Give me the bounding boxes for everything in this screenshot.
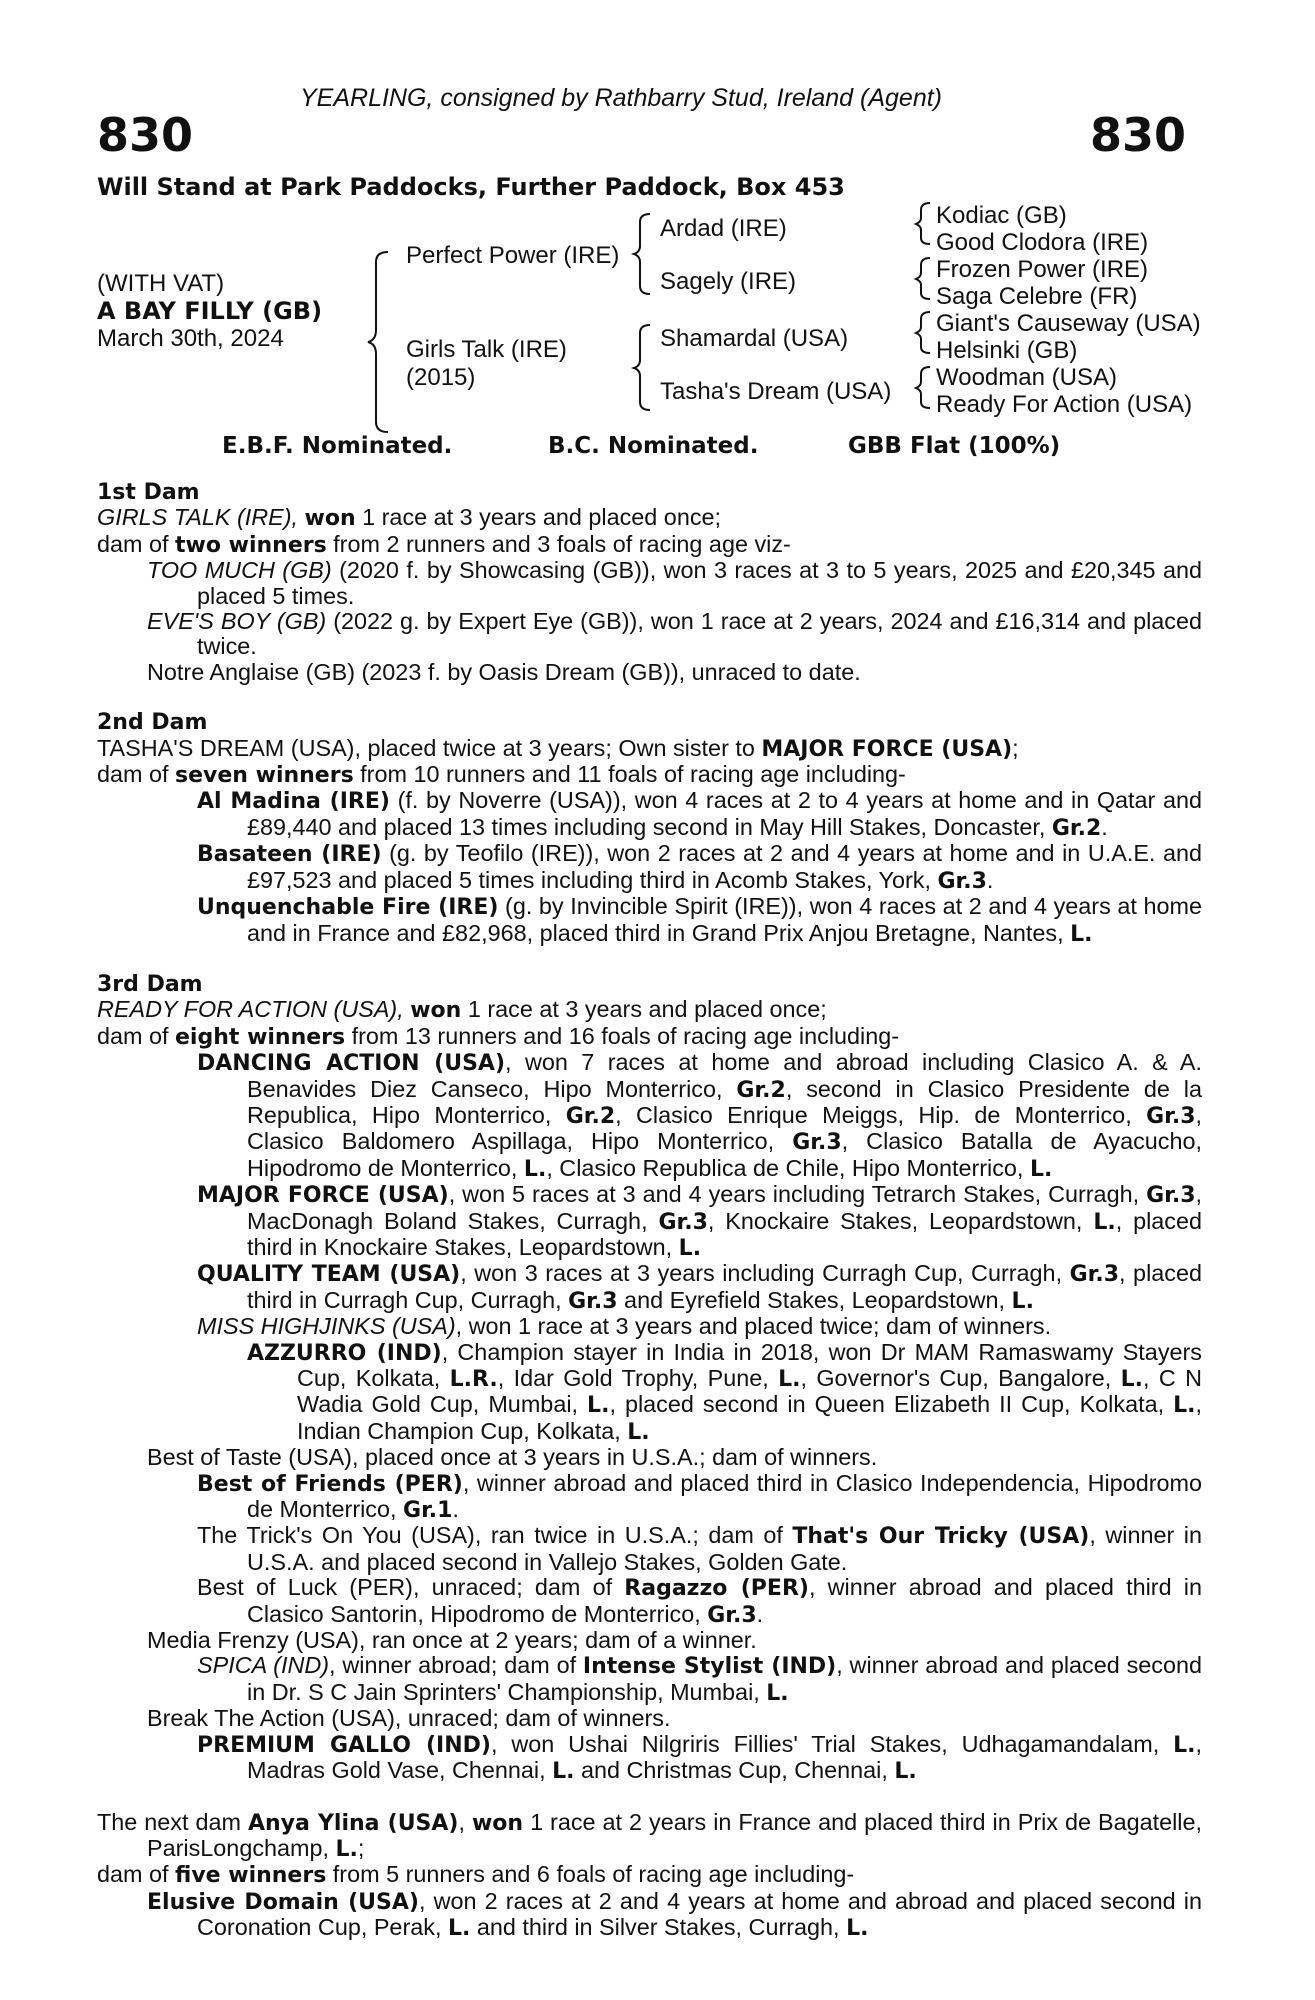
grand-dam-3: Helsinki (GB) — [936, 337, 1078, 364]
grand-dam-4: Ready For Action (USA) — [936, 391, 1193, 418]
horse-name: A BAY FILLY (GB) — [97, 297, 323, 325]
produce-spica: SPICA (IND), winner abroad; dam of Intense Stylist (IND), winner abroad and placed second in Dr. S C Jain Sprinters' Championship, Mumbai, L. — [197, 1652, 1202, 1706]
gbb-flat: GBB Flat (100%) — [848, 433, 1061, 459]
brace-g3 — [916, 312, 930, 353]
first-dam-produce-summary: dam of two winners from 2 runners and 3 foals of racing age viz- — [97, 530, 791, 558]
dam-sire: Shamardal (USA) — [660, 325, 849, 352]
produce-eves-boy: EVE'S BOY (GB) (2022 g. by Expert Eye (GB)), won 1 race at 2 years, 2024 and £16,314 and placed twice. — [147, 608, 1202, 660]
produce-quality-team: QUALITY TEAM (USA), won 3 races at 3 years including Curragh Cup, Curragh, Gr.3, placed third in Curragh Cup, Curragh, Gr.3 and Eyrefield Stakes, Leopardstown, L. — [197, 1260, 1202, 1314]
next-dam-line: The next dam Anya Ylina (USA), won 1 race at 2 years in France and placed third in Prix de Bagatelle, ParisLongchamp, L.; — [97, 1808, 1203, 1862]
brace-g4 — [916, 367, 930, 408]
produce-elusive-domain: Elusive Domain (USA), won 2 races at 2 and 4 years at home and abroad and placed second in Coronation Cup, Perak, L. and third in Silver Stakes, Curragh, L. — [147, 1887, 1203, 1942]
next-dam-produce-summary: dam of five winners from 5 runners and 6 foals of racing age including- — [97, 1861, 855, 1889]
produce-best-of-luck: Best of Luck (PER), unraced; dam of Ragazzo (PER), winner abroad and placed third in Clasico Santorin, Hipodromo de Monterrico, Gr.3. — [197, 1574, 1203, 1628]
brace-main — [368, 252, 388, 432]
produce-best-of-taste: Best of Taste (USA), placed once at 3 years in U.S.A.; dam of winners. — [147, 1444, 878, 1471]
pedigree-braces — [0, 0, 1315, 440]
sire-sire: Ardad (IRE) — [660, 215, 787, 242]
grand-dam-1: Good Clodora (IRE) — [936, 229, 1149, 256]
produce-premium-gallo: PREMIUM GALLO (IND), won Ushai Nilgriris Fillies' Trial Stakes, Udhagamandalam, L., Madras Gold Vase, Chennai, L. and Christmas Cup, Chennai, L. — [197, 1730, 1202, 1785]
produce-miss-highjinks: MISS HIGHJINKS (USA), won 1 race at 3 years and placed twice; dam of winners. — [197, 1313, 1052, 1340]
produce-unquenchable-fire: Unquenchable Fire (IRE) (g. by Invincible Spirit (IRE)), won 4 races at 2 and 4 years at home and in France and £82,968, placed third in Grand Prix Anjou Bretagne, Nantes, L. — [197, 893, 1203, 947]
third-dam-produce-summary: dam of eight winners from 13 runners and 16 foals of racing age including- — [97, 1022, 900, 1050]
produce-al-madina: Al Madina (IRE) (f. by Noverre (USA)), won 4 races at 2 to 4 years at home and in Qatar and £89,440 and placed 13 times including second in May Hill Stakes, Doncaster, Gr.2. — [197, 787, 1203, 841]
third-dam-heading: 3rd Dam — [97, 971, 203, 997]
pedigree-notes — [97, 480, 1202, 1942]
lot-number-left: 830 — [97, 108, 194, 162]
produce-dancing-action: DANCING ACTION (USA), won 7 races at home and abroad including Clasico A. & A. Benavides Diez Canseco, Hipo Monterrico, Gr.2, second in Clasico Presidente de la Republica, Hipo Monterrico, Gr.2, Clasico Enrique Meiggs, Hip. de Monterrico, Gr.3, Clasico Baldomero Aspillaga, Hipo Monterrico, Gr.3, Clasico Batalla de Ayacucho, Hipodromo de Monterrico, L., Clasico Republica de Chile, Hipo Monterrico, L. — [197, 1049, 1203, 1182]
produce-basateen: Basateen (IRE) (g. by Teofilo (IRE)), won 2 races at 2 and 4 years at home and in U.A.E. and £97,523 and placed 5 times including third in Acomb Stakes, York, Gr.3. — [197, 840, 1202, 894]
produce-tricks-on-you: The Trick's On You (USA), ran twice in U.S.A.; dam of That's Our Tricky (USA), winner in U.S.A. and placed second in Vallejo Stakes, Golden Gate. — [197, 1522, 1203, 1575]
dam-name: Girls Talk (IRE) — [406, 336, 567, 363]
brace-sire — [634, 214, 650, 294]
grand-dam-2: Saga Celebre (FR) — [936, 283, 1138, 310]
dam-dam: Tasha's Dream (USA) — [660, 378, 892, 405]
first-dam-heading: 1st Dam — [97, 480, 200, 505]
vat-label: (WITH VAT) — [97, 270, 225, 297]
produce-best-of-friends: Best of Friends (PER), winner abroad and placed third in Clasico Independencia, Hipodromo de Monterrico, Gr.1. — [197, 1469, 1202, 1524]
produce-major-force: MAJOR FORCE (USA), won 5 races at 3 and 4 years including Tetrarch Stakes, Curragh, Gr.3, MacDonagh Boland Stakes, Curragh, Gr.3, Knockaire Stakes, Leopardstown, L., placed third in Knockaire Stakes, Leopardstown, L. — [197, 1181, 1202, 1261]
sire-dam: Sagely (IRE) — [660, 268, 797, 295]
dam-year: (2015) — [406, 364, 476, 391]
produce-media-frenzy: Media Frenzy (USA), ran once at 2 years; dam of a winner. — [147, 1627, 757, 1654]
brace-dam — [634, 325, 650, 410]
produce-too-much: TOO MUCH (GB) (2020 f. by Showcasing (GB)), won 3 races at 3 to 5 years, 2025 and £20,345 and placed 5 times. — [147, 557, 1202, 609]
first-dam-line: GIRLS TALK (IRE), won 1 race at 3 years and placed once; — [97, 504, 722, 532]
second-dam-produce-summary: dam of seven winners from 10 runners and 11 foals of racing age including- — [97, 761, 906, 789]
produce-notre-anglaise: Notre Anglaise (GB) (2023 f. by Oasis Dream (GB)), unraced to date. — [147, 658, 861, 685]
brace-g2 — [916, 258, 930, 299]
foaling-date: March 30th, 2024 — [97, 325, 284, 352]
stand-location: Will Stand at Park Paddocks, Further Paddock, Box 453 — [97, 173, 845, 201]
grand-sire-1: Kodiac (GB) — [936, 202, 1067, 229]
grand-sire-2: Frozen Power (IRE) — [936, 256, 1149, 283]
lot-number-right: 830 — [1090, 108, 1187, 162]
sire-name: Perfect Power (IRE) — [406, 242, 620, 269]
grand-sire-3: Giant's Causeway (USA) — [936, 310, 1201, 337]
brace-g1 — [916, 203, 930, 244]
grand-sire-4: Woodman (USA) — [936, 364, 1117, 391]
produce-azzurro: AZZURRO (IND), Champion stayer in India in 2018, won Dr MAM Ramaswamy Stayers Cup, Kolkata, L.R., Idar Gold Trophy, Pune, L., Governor's Cup, Bangalore, L., C N Wadia Gold Cup, Mumbai, L., placed second in Queen Elizabeth II Cup, Kolkata, L., Indian Champion Cup, Kolkata, L. — [247, 1338, 1203, 1445]
consignment-line: YEARLING, consigned by Rathbarry Stud, Ireland (Agent) — [300, 84, 942, 112]
third-dam-line: READY FOR ACTION (USA), won 1 race at 3 years and placed once; — [97, 996, 827, 1024]
second-dam-heading: 2nd Dam — [97, 710, 208, 736]
bc-nomination: B.C. Nominated. — [548, 433, 759, 459]
second-dam-line: TASHA'S DREAM (USA), placed twice at 3 years; Own sister to MAJOR FORCE (USA); — [97, 734, 1019, 762]
ebf-nomination: E.B.F. Nominated. — [222, 433, 453, 459]
produce-break-the-action: Break The Action (USA), unraced; dam of winners. — [147, 1705, 671, 1732]
